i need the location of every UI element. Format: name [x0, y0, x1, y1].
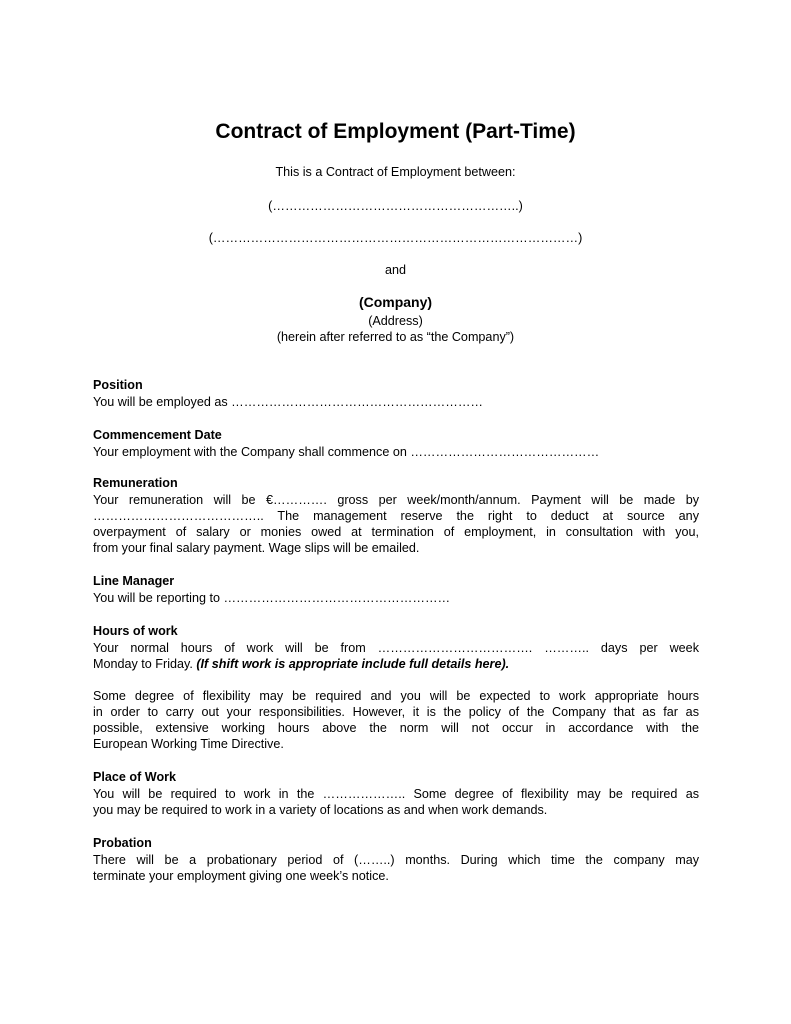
line-manager-text: You will be reporting to ……………………………………………… — [93, 591, 451, 605]
line-manager-heading: Line Manager — [93, 574, 175, 588]
place-heading: Place of Work — [93, 770, 177, 784]
remuneration-line-3: overpayment of salary or monies owed at termination of employment, in consultation with you, — [93, 525, 699, 539]
flexibility-line-1: Some degree of flexibility may be required and you will be expected to work appropriate hours — [93, 689, 699, 703]
probation-line-1: There will be a probationary period of (……..) months. During which time the company may — [93, 853, 699, 867]
remuneration-line-1: Your remuneration will be €…………. gross per week/month/annum. Payment will be made by — [93, 493, 699, 507]
place-line-2: you may be required to work in a variety of locations as and when work demands. — [93, 803, 548, 817]
company-address: (Address) — [368, 314, 423, 328]
party-one-blank: (…………………………………………………..) — [268, 199, 523, 213]
remuneration-heading: Remuneration — [93, 476, 178, 490]
commencement-heading: Commencement Date — [93, 428, 222, 442]
probation-line-2: terminate your employment giving one week’s notice. — [93, 869, 389, 883]
commencement-text: Your employment with the Company shall commence on ……………………………………… — [93, 445, 600, 459]
hours-heading: Hours of work — [93, 624, 178, 638]
company-name: (Company) — [358, 294, 433, 310]
company-reference: (herein after referred to as “the Company”) — [276, 330, 515, 344]
shift-work-note: (If shift work is appropriate include full details here). — [196, 657, 510, 671]
position-text: You will be employed as …………………………………………………… — [93, 395, 484, 409]
place-line-1: You will be required to work in the ……………….. Some degree of flexibility may be required as — [93, 787, 699, 801]
probation-heading: Probation — [93, 836, 152, 850]
remuneration-line-2: ………………………………….. The management reserve the right to deduct at source any — [93, 509, 699, 523]
remuneration-line-4: from your final salary payment. Wage slips will be emailed. — [93, 541, 420, 555]
flexibility-line-3: possible, extensive working hours above the norm will not occur in accordance with the — [93, 721, 699, 735]
party-two-blank: (……………………………………………………………………………) — [208, 231, 583, 245]
flexibility-line-4: European Working Time Directive. — [93, 737, 284, 751]
intro-text: This is a Contract of Employment between: — [275, 165, 516, 179]
and-text: and — [384, 263, 406, 277]
hours-line-2-text: Monday to Friday. — [93, 657, 197, 671]
document-title: Contract of Employment (Part-Time) — [215, 120, 576, 143]
position-heading: Position — [93, 378, 143, 392]
flexibility-line-2: in order to carry out your responsibilities. However, it is the policy of the Company that as far as — [93, 705, 699, 719]
hours-line-2 — [93, 656, 699, 672]
hours-line-1: Your normal hours of work will be from ………………………………. ……….. days per week — [93, 641, 699, 655]
